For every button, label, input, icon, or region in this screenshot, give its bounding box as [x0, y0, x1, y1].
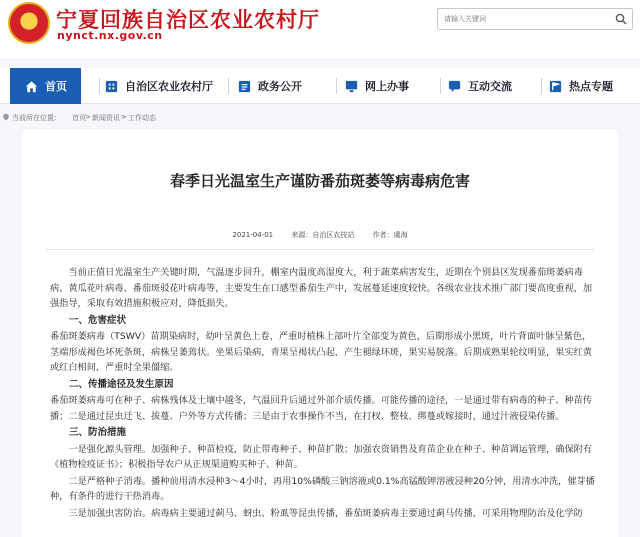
nav-item-online-services[interactable]	[344, 68, 409, 104]
nav-divider	[440, 78, 441, 94]
nav-divider	[336, 78, 337, 94]
nav-divider	[99, 78, 100, 94]
article-source: 来源：自治区农技站	[291, 231, 355, 239]
article-meta	[22, 230, 618, 240]
breadcrumb-separator: >	[121, 113, 127, 121]
document-icon	[237, 79, 252, 94]
article-card	[22, 130, 618, 537]
site-header	[0, 0, 640, 58]
article-paragraph: 三是加强虫害防治。病毒病主要通过蓟马、蚜虫、粉虱等昆虫传播，番茄斑萎病毒主要通过蓟马传播，可采用物理防治及化学防	[68, 507, 583, 519]
home-icon	[24, 79, 39, 94]
article-author: 作者：虞海	[372, 231, 408, 239]
nav-label: 热点专题	[569, 80, 613, 93]
flag-icon	[548, 79, 563, 94]
breadcrumb-home-link[interactable]: 首页	[72, 114, 86, 122]
article-paragraph: 番茄斑萎病毒可在种子、病株残体及土壤中越冬，气温回升后通过外部介质传播。可能传播的途径，一是通过带有病毒的种子、种苗传播；二是通过昆虫迁飞、拔蔓、户外等方式传播；三是由于农事操作不当，在打杈、整枝、绑蔓或嫁接时，通过汁液侵染传播。	[50, 395, 593, 422]
nav-item-government-affairs[interactable]	[237, 68, 302, 104]
article-body	[50, 265, 598, 522]
national-emblem-icon[interactable]: ★	[8, 2, 50, 44]
breadcrumb-current-link[interactable]: 工作动态	[128, 114, 156, 122]
article-paragraph: 番茄斑萎病毒（TSWV）苗期染病时，幼叶呈黄色上卷，严重时植株上部叶片全部变为黄色，后期形成小黑斑，叶片背面叶脉呈紫色，茎端形成褐色坏死条斑，病株呈萎蔫状。坐果后染病，青果呈褐状凸起，产生褪绿环斑，果实易脱落。后期成熟果轮纹明显，果实红黄或红白相间，严重时全果僵缩。	[50, 331, 593, 373]
main-nav	[0, 68, 640, 104]
location-pin-icon	[2, 113, 10, 121]
article-paragraph: 一是强化源头管理。加强种子、种苗检疫，防止带毒种子、种苗扩散；加强农资销售及育苗企业在种子、种苗调运管理，确保附有《植物检疫证书》；积极指导农户从正规渠道购买种子、种苗。	[50, 443, 593, 470]
building-icon	[104, 79, 119, 94]
section-heading: 一、危害症状	[69, 314, 127, 326]
nav-label: 网上办事	[365, 80, 409, 93]
nav-label: 自治区农业农村厅	[125, 80, 213, 93]
nav-item-interaction[interactable]	[447, 68, 512, 104]
section-heading: 二、传播途径及发生原因	[69, 378, 174, 390]
search-icon[interactable]	[615, 13, 627, 25]
breadcrumb	[0, 110, 640, 128]
site-domain: nynct.nx.gov.cn	[57, 29, 163, 42]
breadcrumb-separator: >	[85, 113, 91, 121]
article-title: 春季日光温室生产谨防番茄斑萎等病毒病危害	[169, 172, 470, 190]
nav-label: 互动交流	[468, 80, 512, 93]
meta-divider	[46, 249, 594, 250]
article-date: 2021-04-01	[232, 231, 274, 239]
breadcrumb-prefix: 当前所在位置：	[12, 114, 61, 122]
nav-label: 首页	[45, 80, 67, 93]
site-title[interactable]: 宁夏回族自治区农业农村厅	[56, 8, 320, 32]
nav-item-department[interactable]	[104, 68, 213, 104]
nav-label: 政务公开	[258, 80, 302, 93]
monitor-icon	[344, 79, 359, 94]
chat-icon	[447, 79, 462, 94]
section-heading: 三、防治措施	[69, 427, 127, 438]
article-paragraph: 当前正值日光温室生产关键时期，气温逐步回升，棚室内温度高湿度大，利于蔬菜病害发生，近期在个别县区发现番茄斑萎病毒病、黄瓜花叶病毒、番茄斑驳花叶病毒等，主要发生在口感型番茄生产中，发展蔓延速度较快。各级农业技术推广部门要高度重视，加强指导，采取有效措施积极应对，降低损失。	[50, 267, 593, 309]
nav-item-home[interactable]	[10, 68, 81, 104]
search-box[interactable]	[437, 8, 633, 30]
breadcrumb-news-link[interactable]: 新闻资讯	[92, 114, 120, 122]
nav-divider	[541, 78, 542, 94]
nav-item-hot-topics[interactable]	[548, 68, 613, 104]
article-paragraph: 二是严格种子消毒。播种前用清水浸种3～4小时，再用10%磷酸三钠溶液或0.1%高锰酸钾溶液浸种20分钟，用清水冲洗，催芽播种，有条件的进行干热消毒。	[50, 475, 595, 502]
search-input[interactable]	[444, 11, 604, 27]
nav-divider	[228, 78, 229, 94]
